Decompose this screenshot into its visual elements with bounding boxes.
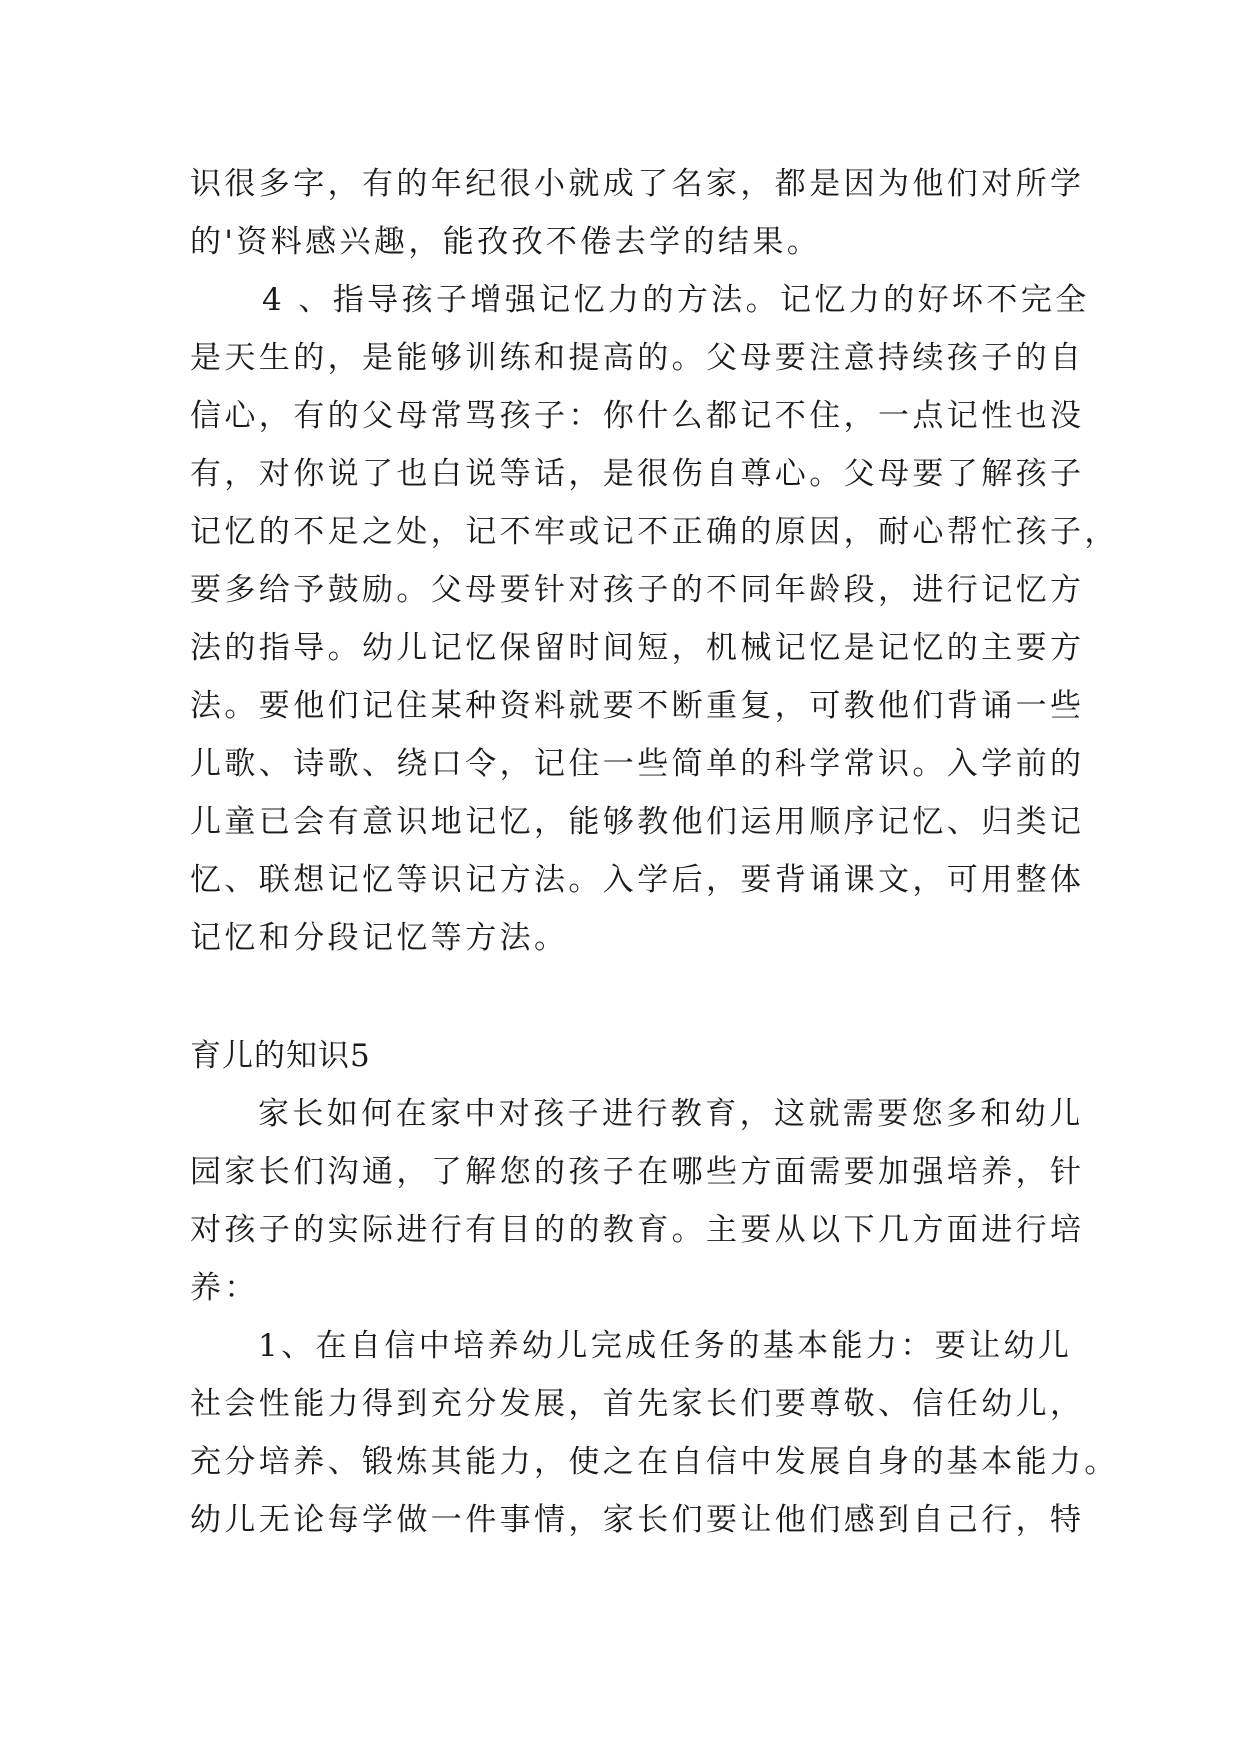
text-line: 是天生的，是能够训练和提高的。父母要注意持续孩子的自: [190, 340, 1085, 376]
text-line: 儿歌、诗歌、绕口令，记住一些简单的科学常识。入学前的: [190, 746, 1085, 782]
text-line: 社会性能力得到充分发展，首先家长们要尊敬、信任幼儿，: [190, 1386, 1085, 1422]
text-line: 幼儿无论每学做一件事情，家长们要让他们感到自己行，特: [190, 1502, 1085, 1538]
text-line: 信心，有的父母常骂孩子：你什么都记不住，一点记性也没: [190, 398, 1085, 434]
text-line: 对孩子的实际进行有目的的教育。主要从以下几方面进行培: [190, 1212, 1085, 1248]
text-line: 儿童已会有意识地记忆，能够教他们运用顺序记忆、归类记: [190, 804, 1085, 840]
text-line: 家长如何在家中对孩子进行教育，这就需要您多和幼儿: [258, 1096, 1084, 1132]
text-line: 充分培养、锻炼其能力，使之在自信中发展自身的基本能力。: [190, 1444, 1119, 1480]
text-line: 法的指导。幼儿记忆保留时间短，机械记忆是记忆的主要方: [190, 630, 1085, 666]
text-line: 记忆和分段记忆等方法。: [190, 920, 569, 956]
text-line: 1、在自信中培养幼儿完成任务的基本能力：要让幼儿: [258, 1328, 1073, 1364]
text-line: 养：: [190, 1270, 259, 1306]
section-heading: 育儿的知识5: [190, 1038, 371, 1074]
text-line: 的'资料感兴趣，能孜孜不倦去学的结果。: [190, 224, 822, 260]
text-line: 有，对你说了也白说等话，是很伤自尊心。父母要了解孩子: [190, 456, 1085, 492]
text-line: 4 、指导孩子增强记忆力的方法。记忆力的好坏不完全: [262, 282, 1090, 318]
text-line: 园家长们沟通，了解您的孩子在哪些方面需要加强培养，针: [190, 1154, 1085, 1190]
text-line: 要多给予鼓励。父母要针对孩子的不同年龄段，进行记忆方: [190, 572, 1085, 608]
text-line: 忆、联想记忆等识记方法。入学后，要背诵课文，可用整体: [190, 862, 1085, 898]
text-line: 识很多字，有的年纪很小就成了名家，都是因为他们对所学: [190, 166, 1085, 202]
text-line: 记忆的不足之处，记不牢或记不正确的原因，耐心帮忙孩子，: [190, 514, 1119, 550]
text-line: 法。要他们记住某种资料就要不断重复，可教他们背诵一些: [190, 688, 1085, 724]
